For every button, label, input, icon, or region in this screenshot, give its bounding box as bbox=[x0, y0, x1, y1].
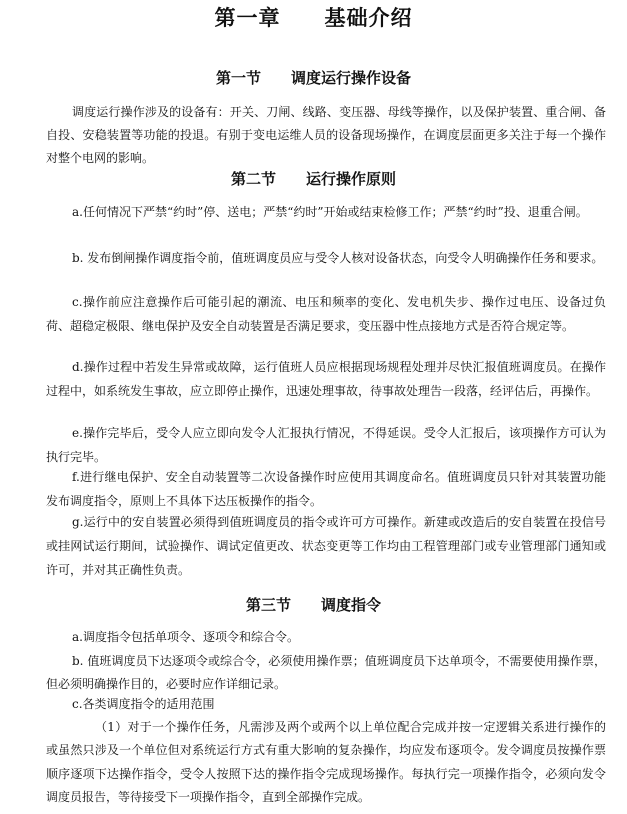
instruction-c: c.各类调度指令的适用范围 bbox=[72, 697, 215, 711]
principle-c: c.操作前应注意操作后可能引起的潮流、电压和频率的变化、发电机失步、操作过电压、设备过负荷、超稳定极限、继电保护及安全自动装置是否满足要求，变压器中性点接地方式是否符合规定等。 bbox=[46, 295, 606, 333]
principle-e: e.操作完毕后，受令人应立即向发令人汇报执行情况，不得延误。受令人汇报后，该项操作方可认为执行完毕。 bbox=[46, 426, 606, 464]
principle-b: b. 发布倒闸操作调度指令前，值班调度员应与受令人核对设备状态，向受令人明确操作任务和要求。 bbox=[72, 251, 604, 265]
chapter-title: 第一章 基础介绍 bbox=[214, 6, 413, 30]
section-2-title: 第二节 运行操作原则 bbox=[230, 170, 396, 188]
principle-g: g.运行中的安自装置必须得到值班调度员的指令或许可方可操作。新建或改造后的安自装置在投信号或挂网试运行期间，试验操作、调试定值更改、状态变更等工作均由工程管理部门或专业管理部门通知或许可，并对其正确性负责。 bbox=[46, 515, 606, 577]
section-1-paragraph: 调度运行操作涉及的设备有：开关、刀闸、线路、变压器、母线等操作，以及保护装置、重合闸、备自投、安稳装置等功能的投退。有别于变电运维人员的设备现场操作，在调度层面更多关注于每一个操作对整个电网的影响。 bbox=[46, 105, 606, 165]
instruction-c-item-1: （1）对于一个操作任务，凡需涉及两个或两个以上单位配合完成并按一定逻辑关系进行操作的或虽然只涉及一个单位但对系统运行方式有重大影响的复杂操作，均应发布逐项令。发令调度员按操作票顺序逐项下达操作指令，受令人按照下达的操作指令完成现场操作。每执行完一项操作指令，必须向发令调度员报告，等待接受下一项操作指令，直到全部操作完成。 bbox=[46, 720, 606, 805]
section-1-title: 第一节 调度运行操作设备 bbox=[215, 69, 411, 87]
instruction-a: a.调度指令包括单项令、逐项令和综合令。 bbox=[72, 630, 299, 644]
principle-d: d.操作过程中若发生异常或故障，运行值班人员应根据现场规程处理并尽快汇报值班调度员。在操作过程中，如系统发生事故，应立即停止操作，迅速处理事故，待事故处理告一段落，经评估后，再操作。 bbox=[46, 360, 606, 398]
principle-a: a.任何情况下严禁“约时”停、送电；严禁“约时”开始或结束检修工作；严禁“约时”投、退重合闸。 bbox=[72, 205, 588, 219]
principle-f: f.进行继电保护、安全自动装置等二次设备操作时应使用其调度命名。值班调度员只针对其装置功能发布调度指令，原则上不具体下达压板操作的指令。 bbox=[46, 470, 606, 508]
instruction-b: b. 值班调度员下达逐项令或综合令，必须使用操作票；值班调度员下达单项令，不需要使用操作票，但必须明确操作目的，必要时应作详细记录。 bbox=[46, 654, 606, 692]
section-3-title: 第三节 调度指令 bbox=[245, 596, 381, 614]
